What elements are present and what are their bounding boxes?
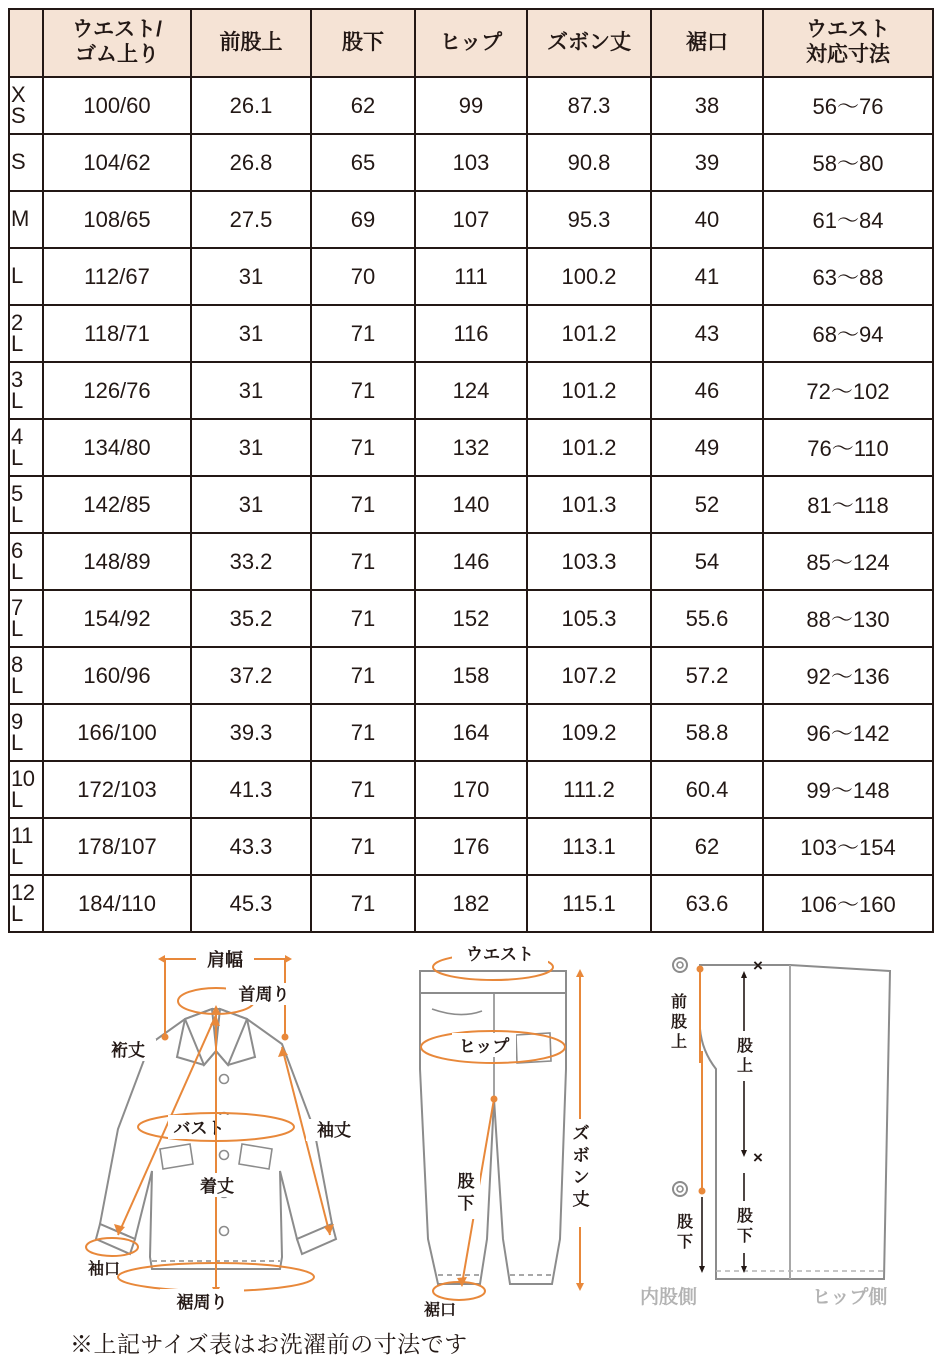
cell-pants-length: 107.2	[527, 647, 651, 704]
cell-inseam: 71	[311, 647, 415, 704]
cell-hip: 170	[415, 761, 527, 818]
cell-size-label	[9, 362, 43, 419]
cell-pants-length: 95.3	[527, 191, 651, 248]
cell-size-label	[9, 248, 43, 305]
table-row	[9, 647, 933, 704]
label-yoke-length: 裄丈	[111, 1041, 145, 1060]
cell-front-rise: 37.2	[191, 647, 311, 704]
column-header-waist-rubber	[43, 9, 191, 77]
label-pants-hip: ヒップ	[458, 1037, 510, 1056]
cell-hem: 38	[651, 77, 763, 134]
rise-illustration	[640, 956, 890, 1308]
cell-waist-fit: 68〜94	[763, 305, 933, 362]
table-row	[9, 305, 933, 362]
column-header-waist-rubber-line2: ゴム上り	[75, 43, 159, 66]
label-pants-length: ズ	[572, 1124, 590, 1143]
label-shoulder-width: 肩幅	[207, 950, 243, 970]
label-rise-top: 股	[736, 1038, 754, 1055]
cell-size-label	[9, 476, 43, 533]
cell-waist: 112/67	[43, 248, 191, 305]
label-pants-length-3: ン	[572, 1168, 590, 1187]
cell-pants-length: 100.2	[527, 248, 651, 305]
cell-waist: 126/76	[43, 362, 191, 419]
column-header-hip: ヒップ	[415, 9, 527, 77]
cell-waist-fit: 92〜136	[763, 647, 933, 704]
footnote: ※上記サイズ表はお洗濯前の寸法です	[70, 1331, 468, 1357]
cell-inseam: 62	[311, 77, 415, 134]
pants-illustration	[420, 943, 594, 1319]
cell-waist-fit: 61〜84	[763, 191, 933, 248]
column-header-pants-length: ズボン丈	[527, 9, 651, 77]
table-row	[9, 704, 933, 761]
label-rise-top-2: 上	[736, 1058, 754, 1075]
cell-waist: 184/110	[43, 875, 191, 932]
cell-hip: 111	[415, 248, 527, 305]
cell-front-rise: 31	[191, 362, 311, 419]
label-body-length: 着丈	[200, 1177, 234, 1196]
cell-hem: 43	[651, 305, 763, 362]
cell-waist: 100/60	[43, 77, 191, 134]
cell-inseam: 69	[311, 191, 415, 248]
size-label-char: 7	[11, 594, 23, 620]
cell-hip: 116	[415, 305, 527, 362]
size-label-char: X	[11, 81, 26, 107]
cell-hem: 60.4	[651, 761, 763, 818]
cell-inseam: 71	[311, 875, 415, 932]
size-label-char: L	[11, 615, 23, 641]
table-row	[9, 875, 933, 932]
cell-size-label	[9, 647, 43, 704]
cell-inseam: 71	[311, 305, 415, 362]
table-row	[9, 362, 933, 419]
cell-inseam: 71	[311, 362, 415, 419]
table-header-row	[9, 9, 933, 77]
label-rise-bottom-left-2: 下	[676, 1234, 694, 1251]
cell-size-label	[9, 533, 43, 590]
table-row	[9, 818, 933, 875]
cell-hem: 57.2	[651, 647, 763, 704]
cell-hem: 58.8	[651, 704, 763, 761]
table-row	[9, 419, 933, 476]
cell-size-label	[9, 134, 43, 191]
size-label-char: S	[11, 149, 26, 175]
cell-pants-length: 113.1	[527, 818, 651, 875]
cell-size-label	[9, 818, 43, 875]
label-rise-bottom-left: 股	[676, 1214, 694, 1231]
cell-pants-length: 90.8	[527, 134, 651, 191]
table-row	[9, 533, 933, 590]
cell-hem: 46	[651, 362, 763, 419]
cell-waist: 134/80	[43, 419, 191, 476]
cell-pants-length: 101.2	[527, 419, 651, 476]
jacket-illustration	[86, 947, 362, 1313]
cell-waist-fit: 63〜88	[763, 248, 933, 305]
table-row	[9, 248, 933, 305]
label-rise-mark-x-bottom: ×	[753, 1148, 763, 1167]
cell-waist-fit: 81〜118	[763, 476, 933, 533]
cell-waist-fit: 72〜102	[763, 362, 933, 419]
cell-hip: 140	[415, 476, 527, 533]
cell-hip: 176	[415, 818, 527, 875]
cell-inseam: 65	[311, 134, 415, 191]
label-hem-round: 裾周り	[176, 1293, 228, 1312]
cell-inseam: 71	[311, 419, 415, 476]
cell-front-rise: 31	[191, 419, 311, 476]
cell-pants-length: 87.3	[527, 77, 651, 134]
cell-hem: 41	[651, 248, 763, 305]
cell-waist-fit: 99〜148	[763, 761, 933, 818]
size-label-char: L	[11, 444, 23, 470]
column-header-front-rise: 前股上	[191, 9, 311, 77]
column-header-waist-rubber-line1: ウエスト/	[72, 18, 162, 42]
cell-hem: 62	[651, 818, 763, 875]
cell-inseam: 71	[311, 590, 415, 647]
cell-waist: 172/103	[43, 761, 191, 818]
cell-waist: 104/62	[43, 134, 191, 191]
cell-pants-length: 105.3	[527, 590, 651, 647]
cell-pants-length: 103.3	[527, 533, 651, 590]
size-label-char: 8	[11, 651, 23, 677]
table-row	[9, 590, 933, 647]
cell-hem: 52	[651, 476, 763, 533]
cell-size-label	[9, 590, 43, 647]
cell-size-label	[9, 875, 43, 932]
label-inner-thigh-side: 内股側	[640, 1287, 698, 1308]
size-label-char: 11	[11, 822, 33, 848]
cell-hip: 182	[415, 875, 527, 932]
table-body	[9, 77, 933, 932]
label-sleeve-length: 袖丈	[317, 1121, 351, 1140]
size-label-char: M	[11, 206, 29, 232]
cell-hem: 40	[651, 191, 763, 248]
cell-hip: 99	[415, 77, 527, 134]
cell-hem: 55.6	[651, 590, 763, 647]
cell-waist: 166/100	[43, 704, 191, 761]
cell-size-label	[9, 704, 43, 761]
label-pants-inseam-2: 下	[457, 1194, 475, 1213]
cell-inseam: 71	[311, 476, 415, 533]
column-header-waist-fit	[763, 9, 933, 77]
cell-waist: 118/71	[43, 305, 191, 362]
cell-size-label	[9, 761, 43, 818]
table-row	[9, 476, 933, 533]
label-pants-hem: 裾口	[423, 1302, 457, 1319]
table-row	[9, 134, 933, 191]
cell-waist-fit: 103〜154	[763, 818, 933, 875]
size-label-char: L	[11, 263, 23, 289]
cell-inseam: 71	[311, 533, 415, 590]
size-label-char: 9	[11, 708, 23, 734]
cell-waist: 142/85	[43, 476, 191, 533]
cell-waist: 154/92	[43, 590, 191, 647]
cell-front-rise: 26.1	[191, 77, 311, 134]
measurement-illustrations	[0, 939, 940, 1339]
cell-front-rise: 31	[191, 248, 311, 305]
cell-hip: 164	[415, 704, 527, 761]
cell-hip: 124	[415, 362, 527, 419]
label-front-rise-3: 上	[670, 1034, 688, 1051]
cell-waist-fit: 106〜160	[763, 875, 933, 932]
cell-front-rise: 41.3	[191, 761, 311, 818]
cell-waist: 148/89	[43, 533, 191, 590]
label-hip-side: ヒップ側	[812, 1287, 888, 1308]
cell-pants-length: 111.2	[527, 761, 651, 818]
cell-hip: 152	[415, 590, 527, 647]
cell-size-label	[9, 305, 43, 362]
cell-front-rise: 35.2	[191, 590, 311, 647]
cell-inseam: 71	[311, 761, 415, 818]
cell-waist-fit: 76〜110	[763, 419, 933, 476]
size-label-char: L	[11, 501, 23, 527]
cell-front-rise: 27.5	[191, 191, 311, 248]
size-label-char: L	[11, 330, 23, 356]
label-pants-length-2: ボ	[572, 1146, 590, 1165]
label-front-rise: 前	[670, 994, 688, 1011]
label-pants-inseam: 股	[457, 1172, 475, 1191]
size-label-char: 12	[11, 879, 35, 905]
column-header-waist-fit-line2: 対応寸法	[806, 43, 890, 66]
cell-waist: 178/107	[43, 818, 191, 875]
size-label-char: 2	[11, 309, 23, 335]
cell-inseam: 71	[311, 818, 415, 875]
cell-waist-fit: 58〜80	[763, 134, 933, 191]
size-label-char: L	[11, 387, 23, 413]
cell-inseam: 71	[311, 704, 415, 761]
cell-waist: 160/96	[43, 647, 191, 704]
cell-front-rise: 39.3	[191, 704, 311, 761]
cell-pants-length: 101.2	[527, 305, 651, 362]
label-rise-bottom-right: 股	[736, 1208, 754, 1225]
cell-waist-fit: 88〜130	[763, 590, 933, 647]
cell-hip: 107	[415, 191, 527, 248]
column-header-size	[9, 9, 43, 77]
cell-waist-fit: 96〜142	[763, 704, 933, 761]
cell-hip: 103	[415, 134, 527, 191]
size-label-char: 4	[11, 423, 23, 449]
cell-inseam: 70	[311, 248, 415, 305]
size-label-char: L	[11, 786, 23, 812]
label-rise-bottom-right-2: 下	[736, 1228, 754, 1245]
table-row	[9, 77, 933, 134]
label-neck: 首周り	[238, 985, 290, 1004]
cell-waist-fit: 56〜76	[763, 77, 933, 134]
cell-pants-length: 101.2	[527, 362, 651, 419]
size-label-char: L	[11, 843, 23, 869]
size-chart-page	[0, 8, 940, 1368]
cell-hip: 132	[415, 419, 527, 476]
cell-hem: 63.6	[651, 875, 763, 932]
cell-hem: 54	[651, 533, 763, 590]
table-row	[9, 191, 933, 248]
cell-size-label	[9, 191, 43, 248]
size-label-char: 5	[11, 480, 23, 506]
label-cuff: 袖口	[87, 1261, 121, 1278]
size-label-char: 6	[11, 537, 23, 563]
size-label-char: S	[11, 102, 26, 128]
size-label-char: L	[11, 558, 23, 584]
cell-waist: 108/65	[43, 191, 191, 248]
label-bust: バスト	[173, 1119, 225, 1138]
cell-front-rise: 43.3	[191, 818, 311, 875]
size-label-char: L	[11, 672, 23, 698]
label-front-rise-2: 股	[670, 1014, 688, 1031]
table-header	[9, 9, 933, 77]
column-header-hem: 裾口	[651, 9, 763, 77]
table-row	[9, 761, 933, 818]
cell-hip: 158	[415, 647, 527, 704]
cell-hem: 49	[651, 419, 763, 476]
cell-front-rise: 45.3	[191, 875, 311, 932]
size-table	[8, 8, 934, 933]
size-label-char: 10	[11, 765, 35, 791]
cell-front-rise: 31	[191, 305, 311, 362]
size-label-char: 3	[11, 366, 23, 392]
cell-size-label	[9, 419, 43, 476]
column-header-inseam: 股下	[311, 9, 415, 77]
cell-front-rise: 33.2	[191, 533, 311, 590]
cell-front-rise: 31	[191, 476, 311, 533]
size-label-char: L	[11, 900, 23, 926]
cell-hip: 146	[415, 533, 527, 590]
cell-pants-length: 109.2	[527, 704, 651, 761]
cell-pants-length: 101.3	[527, 476, 651, 533]
column-header-waist-fit-line1: ウエスト	[806, 18, 890, 42]
label-pants-length-4: 丈	[572, 1190, 590, 1209]
label-rise-mark-x-top: ×	[753, 956, 763, 975]
cell-waist-fit: 85〜124	[763, 533, 933, 590]
cell-hem: 39	[651, 134, 763, 191]
cell-size-label	[9, 77, 43, 134]
cell-front-rise: 26.8	[191, 134, 311, 191]
size-label-char: L	[11, 729, 23, 755]
label-pants-waist: ウエスト	[466, 945, 534, 964]
cell-pants-length: 115.1	[527, 875, 651, 932]
